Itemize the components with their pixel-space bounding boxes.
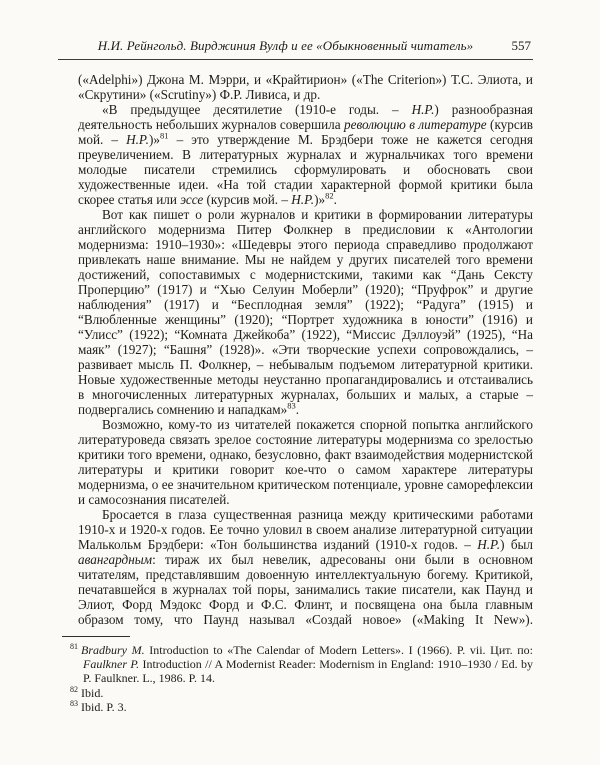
- footnote-82-marker: 82: [70, 684, 78, 694]
- footnote-separator: [62, 636, 130, 637]
- running-header: [78, 38, 533, 56]
- footnote-83-marker: 83: [70, 698, 78, 708]
- footnote-82: [70, 686, 533, 700]
- paragraph-faulkner-quote: Вот как пишет о роли журналов и критики в формировании литературы английского модернизма Питер Фолкнер в предисловии к «Антологии модернизма: 1910–1930»: «Шедевры этого периода справедливо продолжают привлекать наше внимание. Мы не найдем у других писателей того времени достижений, сопоставимых с модернистскими, такими как “Дань Сексту Проперцию” (1917) и “Хью Селуин Моберли” (1920); “Пруфрок” и другие наблюдения” (1917) и “Бесплодная земля” (1922); “Радуга” (1915) и “Влюбленные женщины” (1920); “Портрет художника в юности” (1916) и “Улисс” (1922); “Комната Джейкоба” (1922), “Миссис Дэллоуэй” (1925), “На маяк” (1927); “Башня” (1928)». «Эти творческие успехи сопровождались, – развивает мысль П. Фолкнер, – небывалым подъемом литературной критики. Новые художественные методы неустанно пропагандировались и отстаивались в многочисленных литературных журналах, больших и малых, а старые – подвергались сомнению и нападкам»$^{83}$.: [78, 207, 533, 417]
- footnote-81-text: Bradbury M. Introduction to «The Calendar of Modern Letters». I (1966). P. vii. Цит. по: Faulkner P. Introduction // A Modernist Reader: Modernism in England: 1910–1930 / Ed. by P. Faulkner. L., 1986. P. 14.: [81, 643, 533, 686]
- page-number: 557: [511, 38, 531, 53]
- paragraph-criticism-maturity: Возможно, кому-то из читателей покажется спорной попытка английского литературоведа связать зрелое состояние литературы модернизма со зрелостью критики того времени, однако, безусловно, факт взаимодействия модернистской литературы и критики говорит кое-что о самом характере литературы модернизма, о ее значительном критическом потенциале, уровне саморефлексии и самосознания писателей.: [78, 417, 533, 507]
- footnote-83-text: Ibid. P. 3.: [81, 699, 127, 714]
- footnotes-section: [70, 636, 533, 714]
- paragraph-bradbury-quote: «В предыдущее десятилетие (1910-е годы. – Н.Р.) разнообразная деятельность небольших журналов совершила революцию в литературе (курсив мой. – Н.Р.)»$^{81}$ – это утверждение М. Брэдбери тоже не кажется сегодня преувеличением. В литературных журналах и журнальчиках того времени молодые писатели стремились сформулировать и обосновать свои художественные идеи. «На той стадии характерной формой критики была скорее статья или эссе (курсив мой. – Н.Р.)»$^{82}$.: [78, 102, 533, 207]
- footnote-81-marker: 81: [70, 642, 78, 651]
- footnote-82-text: Ibid.: [81, 685, 104, 700]
- header-rule: [58, 59, 533, 60]
- body-text: [78, 72, 533, 627]
- paragraph-continuation: («Adelphi») Джона М. Мэрри, и «Крайтирион» («The Criterion») Т.С. Элиота, и «Скрутини» («Scrutiny») Ф.Р. Ливиса, и др.: [78, 72, 533, 102]
- paragraph-1910s-1920s: Бросается в глаза существенная разница между критическими работами 1910-х и 1920-х годов. Ее точно уловил в своем анализе литературной ситуации Малькольм Брэдбери: «Тон большинства изданий (1910-х годов. – Н.Р.) был авангардным: тираж их был невелик, адресованы они были в основном читателям, представлявшим довоенную интеллектуальную богему. Критикой, печатавшейся в журналах той поры, занимались такие писатели, как Паунд и Элиот, Форд Мэдокс Форд и Ф.С. Флинт, и посвящена она была главным образом тому, что Паунд называл «Создай новое» («Making It New»).: [78, 507, 533, 627]
- footnote-81: [70, 643, 533, 686]
- running-head-title: Н.И. Рейнгольд. Вирджиния Вулф и ее «Обыкновенный читатель»: [97, 38, 474, 53]
- footnote-83: [70, 700, 533, 714]
